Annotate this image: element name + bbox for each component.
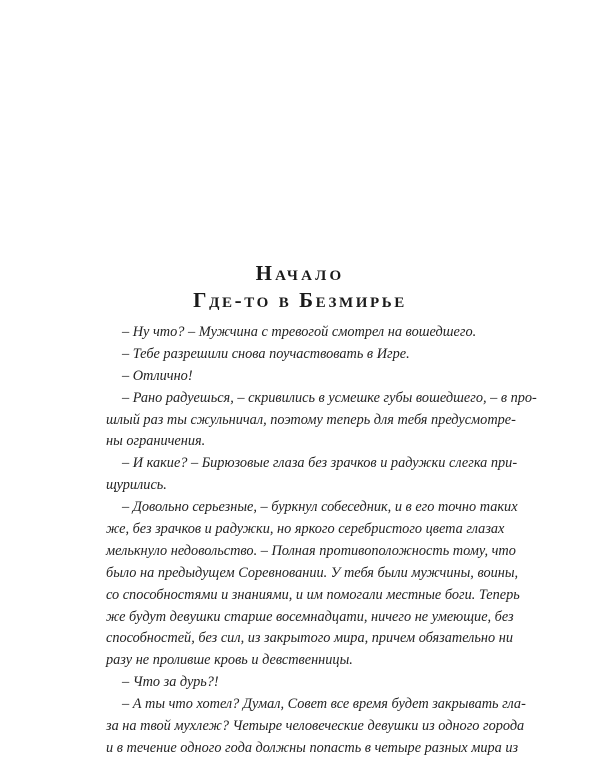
- text-line: и в течение одного года должны попасть в четыре разных мира из: [106, 739, 519, 756]
- chapter-text: [106, 322, 537, 760]
- text-line: – Тебе разрешили снова поучаствовать в Игре.: [122, 345, 410, 362]
- text-line: – И какие? – Бирюзовые глаза без зрачков и радужки слегка при-: [122, 455, 518, 472]
- text-line: за на твой мухлеж? Четыре человеческие девушки из одного города: [106, 718, 525, 735]
- text-line: шлый раз ты сжульничал, поэтому теперь для тебя предусмотре-: [106, 411, 516, 428]
- chapter-title: Начало: [255, 261, 345, 285]
- text-line: – Довольно серьезные, – буркнул собеседник, и в его точно таких: [122, 499, 518, 516]
- text-line: щурились.: [106, 477, 167, 494]
- text-line: ны ограничения.: [106, 433, 206, 450]
- text-line: разу не проливше кровь и девственницы.: [106, 652, 353, 669]
- text-line: же, без зрачков и радужки, но яркого серебристого цвета глазах: [106, 521, 505, 538]
- text-line: мелькнуло недовольство. – Полная противоположность тому, что: [106, 542, 516, 559]
- text-line: было на предыдущем Соревновании. У тебя были мужчины, воины,: [106, 564, 519, 581]
- text-line: – Отлично!: [122, 367, 193, 384]
- text-line: – Ну что? – Мужчина с тревогой смотрел на вошедшего.: [122, 324, 477, 340]
- text-line: – Рано радуешься, – скривились в усмешке губы вошедшего, – в про-: [122, 389, 537, 406]
- text-line: же будут девушки старше восемнадцати, ничего не умеющие, без: [106, 608, 514, 625]
- chapter-subtitle: Где-то в Безмирье: [193, 288, 407, 312]
- text-line: – Что за дурь?!: [122, 674, 219, 691]
- text-line: со способностями и знаниями, и им помогали местные боги. Теперь: [106, 586, 520, 603]
- text-line: способностей, без сил, из закрытого мира, причем обязательно ни: [106, 630, 513, 647]
- text-line: – А ты что хотел? Думал, Совет все время будет закрывать гла-: [122, 696, 526, 713]
